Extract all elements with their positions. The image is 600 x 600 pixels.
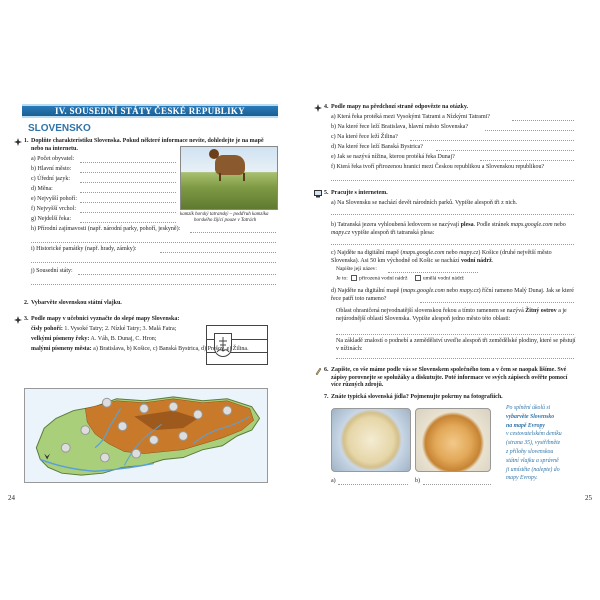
ex2-number: 2. xyxy=(24,300,29,306)
ex3-number: 3. xyxy=(24,316,29,322)
ex7-number: 7. xyxy=(324,394,329,400)
checkbox-artificial[interactable] xyxy=(415,275,421,281)
ex3-rivers: velkými písmeny řeky: A. Váh, B. Dunaj, C. Hron; xyxy=(31,336,157,342)
ex5-b: b) Tatranská jezera vyhloubená ledovcem se nazývají plesa. Podle stránek maps.google.com nebo mapy.cz vypište alespoň tři tatranská plesa: xyxy=(331,222,566,236)
ex4-number: 4. xyxy=(324,104,329,110)
ex4-q-e: e) Jak se nazývá nížina, kterou protéká řeka Dunaj? xyxy=(331,154,455,160)
exercise-star-icon xyxy=(314,104,322,112)
flag-outline[interactable] xyxy=(206,325,268,365)
ex1-item-g: g) Nejdelší řeka: xyxy=(31,216,71,222)
ex6-number: 6. xyxy=(324,367,329,373)
ex1-item-f: f) Nejvyšší vrchol: xyxy=(31,206,76,212)
answer-line[interactable] xyxy=(331,180,574,181)
ex1-number: 1. xyxy=(24,138,29,144)
pencil-icon xyxy=(314,367,322,375)
answer-line[interactable] xyxy=(80,212,176,213)
answer-line[interactable] xyxy=(31,284,276,285)
ex5-d-p3: Na základě znalostí o podnebí a zemědělství uveďte alespoň tři zemědělské plodiny, které se pěstují v nížinách: xyxy=(336,338,576,352)
ex4-q-c: c) Na které řece leží Žilina? xyxy=(331,134,398,140)
ex1-title-line2: nebo na internetu. xyxy=(31,146,78,152)
ex1-item-h: h) Přírodní zajímavosti (např. národní parky, pohoří, jeskyně): xyxy=(31,226,181,232)
ex3-cities: malými písmeny města: a) Bratislava, b) Košice, c) Banská Bystrica, d) Prešov, e) Žilina. xyxy=(31,346,249,352)
food-photo-pastry xyxy=(415,408,491,472)
answer-line[interactable] xyxy=(80,202,176,203)
ex6-text: Zapište, co vše máme podle vás se Slovenskem společného tom a v čem se naopak lišíme. Své zápisy porovnejte se spolužáky a diskutujte. Poté informace ve svých zápisech ověřte pomocí více různých zdrojů. xyxy=(331,367,568,389)
ex1-item-e: e) Nejvyšší pohoří: xyxy=(31,196,77,202)
ex1-item-a: a) Počet obyvatel: xyxy=(31,156,75,162)
answer-line[interactable] xyxy=(78,274,276,275)
answer-line[interactable] xyxy=(410,140,574,141)
ex1-title-line1: Doplňte charakteristiku Slovenska. Pokud některé informace nevíte, dohledejte je na mapě xyxy=(31,138,264,144)
ex4-q-a: a) Která řeka protéká mezi Vysokými Tatrami a Nízkými Tatrami? xyxy=(331,114,490,120)
ex5-c: c) Najděte na digitální mapě (maps.google.com nebo mapy.cz) Košice (druhé největší město Slovenska). Asi 50 km východně od Košic se nachází vodní nádrž. xyxy=(331,250,552,264)
page-number-left: 24 xyxy=(8,494,15,502)
ex7-title: Znáte typická slovenská jídla? Pojmenujte pokrmy na fotografiích. xyxy=(331,394,503,400)
answer-line[interactable] xyxy=(190,232,276,233)
ex4-q-b: b) Na které řece leží Bratislava, hlavní město Slovenska? xyxy=(331,124,469,130)
answer-line[interactable] xyxy=(331,214,574,215)
answer-line[interactable] xyxy=(80,192,176,193)
answer-line[interactable] xyxy=(160,252,276,253)
ex7-label-b: b) xyxy=(415,478,420,484)
slovakia-blind-map[interactable] xyxy=(24,388,268,483)
answer-line[interactable] xyxy=(331,244,574,245)
answer-line[interactable] xyxy=(423,484,491,485)
photo-caption-line2: horského žijící pouze v Tatrách xyxy=(194,218,257,223)
ex1-item-b: b) Hlavní město: xyxy=(31,166,72,172)
ex5-title: Pracujte s internetem. xyxy=(331,190,388,196)
checkbox-natural[interactable] xyxy=(351,275,357,281)
ex5-d-p1: Oblast ohraničená nejvodnatější slovenskou řekou a tímto ramenem se nazývá Žitný ostrov a je nejúrodnější oblastí Slovenska. Vypište alespoň jedno město této oblasti: xyxy=(336,308,567,322)
chapter-banner xyxy=(22,104,278,118)
chamois-photo xyxy=(180,146,278,210)
ex5-a: a) Na Slovensku se nachází devět národních parků. Vypište alespoň tři z nich. xyxy=(331,200,518,206)
answer-line[interactable] xyxy=(31,242,276,243)
answer-line[interactable] xyxy=(420,302,574,303)
ex4-title: Podle mapy na předchozí straně odpovězte na otázky. xyxy=(331,104,468,110)
computer-icon xyxy=(314,190,322,198)
answer-line[interactable] xyxy=(31,262,276,263)
exercise-star-icon xyxy=(14,316,22,324)
chamois-figure xyxy=(215,155,245,175)
answer-line[interactable] xyxy=(485,130,574,131)
section-heading: SLOVENSKO xyxy=(28,123,91,134)
ex3-title: Podle mapy v učebnici vyznačte do slepé mapy Slovenska: xyxy=(31,316,180,322)
answer-line[interactable] xyxy=(80,222,176,223)
exercise-star-icon xyxy=(14,138,22,146)
right-page xyxy=(300,0,600,600)
ex5-d: d) Najděte na digitální mapě (maps.google.com nebo mapy.cz) říční rameno Malý Dunaj. Jak se které řece patří toto rameno? xyxy=(331,288,574,302)
answer-line[interactable] xyxy=(80,162,176,163)
ex5-number: 5. xyxy=(324,190,329,196)
food-photo-halusky xyxy=(331,408,411,472)
ex5-c-name-label: Napište její název: xyxy=(336,266,377,272)
answer-line[interactable] xyxy=(512,120,574,121)
page-number-right: 25 xyxy=(585,494,592,502)
answer-line[interactable] xyxy=(338,484,408,485)
ex1-item-j: j) Sousední státy: xyxy=(31,268,73,274)
ex3-mountains: čísly pohoří: 1. Vysoké Tatry; 2. Nízké Tatry; 3. Malá Fatra; xyxy=(31,326,177,332)
sidebar-note: Po splnění úkolů si vybarvěte Slovensko na mapě Evropy v cestovatelském deníku (strana 35), vystřihněte z přílohy slovenskou státní vlajku a správně ji umístěte (nalepte) do mapy Evropy. xyxy=(506,405,562,482)
answer-line[interactable] xyxy=(436,150,574,151)
ex1-item-c: c) Úřední jazyk: xyxy=(31,176,70,182)
answer-line[interactable] xyxy=(80,182,176,183)
answer-line[interactable] xyxy=(388,272,478,273)
photo-caption-line1: kamzík horský tatranský – podďruh kamzíka xyxy=(180,212,269,217)
ex1-item-i: i) Historické památky (např. hrady, zámky): xyxy=(31,246,137,252)
ex7-label-a: a) xyxy=(331,478,336,484)
answer-line[interactable] xyxy=(336,358,574,359)
ex4-q-f: f) Která řeka tvoří přirozenou hranici mezi Českou republikou a Slovenskou republikou? xyxy=(331,164,545,170)
answer-line[interactable] xyxy=(480,160,574,161)
answer-line[interactable] xyxy=(336,334,574,335)
ex1-item-d: d) Měna: xyxy=(31,186,53,192)
ex4-q-d: d) Na které řece leží Banská Bystrica? xyxy=(331,144,423,150)
ex2-text: Vybarvěte slovenskou státní vlajku. xyxy=(31,300,122,306)
ex5-c-choice: Je to: přirozená vodní nádrž umělá vodní nádrž xyxy=(336,275,464,282)
chapter-title: IV. SOUSEDNÍ STÁTY ČESKÉ REPUBLIKY xyxy=(54,106,245,116)
answer-line[interactable] xyxy=(80,172,176,173)
